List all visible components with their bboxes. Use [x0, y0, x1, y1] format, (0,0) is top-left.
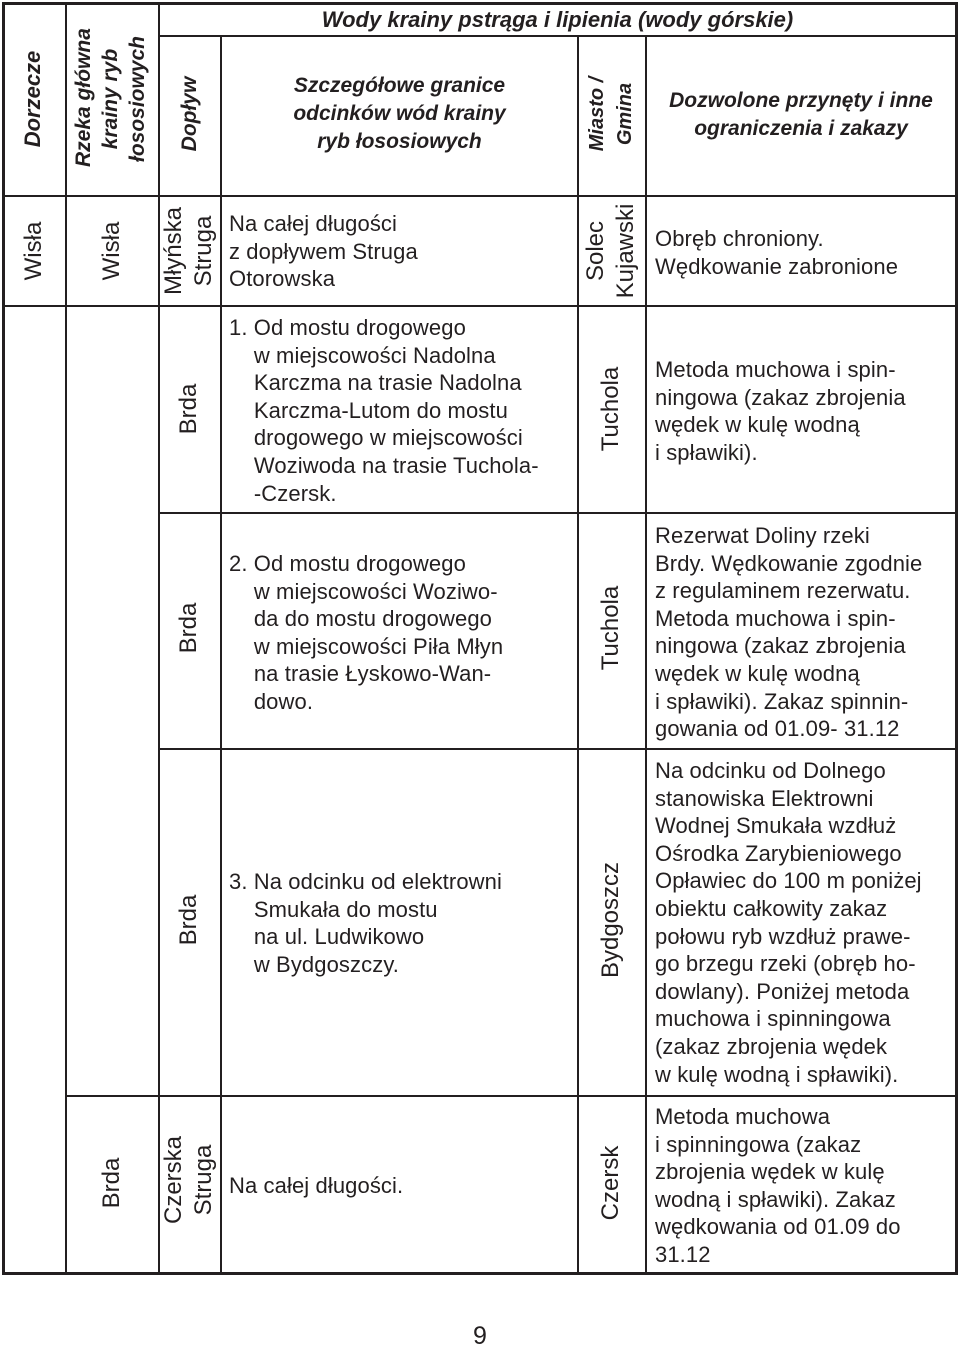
row3-tributary: Brda [175, 602, 202, 654]
row1-basin: Wisła [20, 221, 47, 281]
header-town: Miasto / Gmina [586, 76, 636, 152]
row2-town: Tuchola [597, 366, 624, 452]
header-tributary: Dopływ [178, 76, 201, 152]
row4-limits: 3. Na odcinku od elektrowni Smukała do mostu na ul. Ludwikowo w Bydgoszczy. [229, 869, 502, 977]
page-number: 9 [473, 1322, 487, 1350]
row5-town: Czersk [597, 1145, 624, 1221]
row4-allowed: Na odcinku od Dolnego stanowiska Elektrowni Wodnej Smukała wzdłuż Ośrodka Zarybieniowego Opławiec do 100 m poniżej obiektu całkowity zakaz połowu ryb wzdłuż prawe- go brzegu rzeki (obręb ho- dowlany). Poniżej metoda muchowa i spinningowa (zakaz zbrojenia wędek w kulę wodną i spławiki). [655, 758, 922, 1087]
row3-allowed: Rezerwat Doliny rzeki Brdy. Wędkowanie zgodnie z regulaminem rezerwatu. Metoda muchowa i spin- ningowa (zakaz zbrojenia wędek w kulę wodną i spławiki). Zakaz spinnin- gowania od 01.09- 31.12 [655, 523, 923, 742]
header-main-river: Rzeka główna krainy ryb łososiowych [72, 28, 149, 167]
row3-town: Tuchola [597, 585, 624, 671]
header-allowed: Dozwolone przynęty i inne ograniczenia i zakazy [669, 89, 933, 140]
header-detailed-limits: Szczegółowe granice odcinków wód krainy ryb łososiowych [293, 74, 506, 153]
row5-main-river: Brda [98, 1157, 125, 1209]
row5-limits: Na całej długości. [229, 1173, 404, 1198]
row5-allowed: Metoda muchowa i spinningowa (zakaz zbrojenia wędek w kulę wodną i spławiki). Zakaz wędkowania od 01.09 do 31.12 [655, 1104, 901, 1267]
row4-tributary: Brda [175, 894, 202, 946]
row1-town: Solec Kujawski [582, 203, 639, 299]
row1-limits: Na całej długości z dopływem Struga Otorowska [229, 211, 418, 292]
row5-tributary: Czerska Struga [160, 1135, 217, 1225]
region-title: Wody krainy pstrąga i lipienia (wody górskie) [321, 7, 794, 32]
row2-limits: 1. Od mostu drogowego w miejscowości Nadolna Karczma na trasie Nadolna Karczma-Lutom do mostu drogowego w miejscowości Woziwoda na trasie Tuchola- -Czersk. [229, 315, 539, 506]
header-basin: Dorzecze [20, 50, 45, 148]
row2-allowed: Metoda muchowa i spin- ningowa (zakaz zbrojenia wędek w kulę wodną i spławiki). [655, 357, 906, 465]
row4-town: Bydgoszcz [597, 861, 624, 979]
row2-tributary: Brda [175, 383, 202, 435]
row1-tributary: Młyńska Struga [160, 206, 217, 296]
row1-main-river: Wisła [98, 221, 125, 281]
row3-limits: 2. Od mostu drogowego w miejscowości Woziwo- da do mostu drogowego w miejscowości Piła Młyn na trasie Łyskowo-Wan- dowo. [229, 551, 504, 714]
row1-allowed: Obręb chroniony. Wędkowanie zabronione [655, 226, 899, 279]
